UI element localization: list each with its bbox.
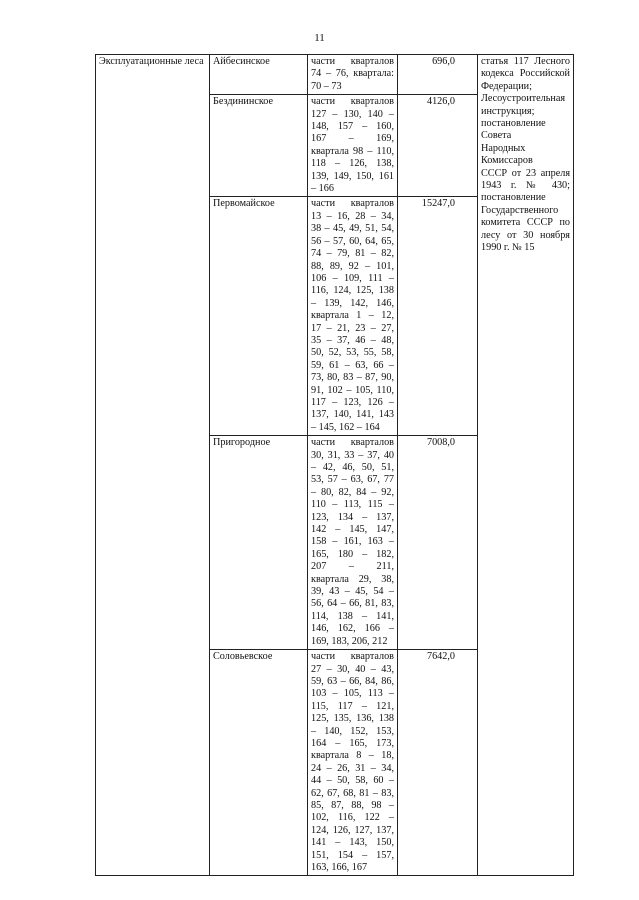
quarters-line: 165, 180 – 182, bbox=[311, 548, 394, 560]
quarters-cell bbox=[308, 55, 398, 95]
quarters-line: 35 – 37, 46 – 48, bbox=[311, 334, 394, 346]
quarters-cell bbox=[308, 197, 398, 436]
quarters-line: 39, 43 – 45, 54 – bbox=[311, 586, 394, 598]
quarters-line: 38 – 45, 49, 51, 54, bbox=[311, 223, 394, 235]
quarters-line: части кварталов bbox=[311, 56, 394, 67]
table-row bbox=[96, 55, 574, 95]
quarters-line: 117 – 123, 126 – bbox=[311, 396, 394, 408]
quarters-line: 56 – 57, 60, 64, 65, bbox=[311, 235, 394, 247]
quarters-line: 44 – 50, 58, 60 – bbox=[311, 775, 394, 787]
area-cell: 7642,0 bbox=[398, 650, 478, 876]
quarters-line: 74 – 79, 81 – 82, bbox=[311, 248, 394, 260]
quarters-line: 123, 134 – 137, bbox=[311, 511, 394, 523]
quarters-line: квартала 29, 38, bbox=[311, 573, 394, 585]
quarters-line: – 80, 82, 84 – 92, bbox=[311, 486, 394, 498]
forestry-name-cell: Соловьевское bbox=[210, 650, 308, 876]
quarters-line: 73, 80, 83 – 87, 90, bbox=[311, 372, 394, 384]
quarters-line: – 140, 152, 153, bbox=[311, 725, 394, 737]
legal-basis-cell bbox=[478, 55, 574, 876]
quarters-line: 27 – 30, 40 – 43, bbox=[311, 663, 394, 675]
legal-basis-line: 1943 г. № 430; bbox=[481, 180, 570, 192]
quarters-line: 59, 61 – 63, 66 – bbox=[311, 359, 394, 371]
area-cell: 4126,0 bbox=[398, 95, 478, 197]
legal-basis-line: Государственного bbox=[481, 204, 559, 216]
quarters-line: части кварталов bbox=[311, 437, 394, 449]
quarters-cell bbox=[308, 436, 398, 650]
quarters-line: 110 – 113, 115 – bbox=[311, 499, 394, 511]
quarters-line: квартала 1 – 12, bbox=[311, 310, 394, 322]
quarters-line: 169, 183, 206, 212 bbox=[311, 635, 388, 647]
quarters-line: 88, 89, 92 – 101, bbox=[311, 260, 394, 272]
quarters-line: 114, 138 – 141, bbox=[311, 610, 394, 622]
legal-basis-line: кодекса Российской bbox=[481, 68, 570, 80]
quarters-line: квартала 8 – 18, bbox=[311, 750, 394, 762]
quarters-cell bbox=[308, 95, 398, 197]
quarters-line: – 145, 162 – 164 bbox=[311, 421, 380, 433]
area-cell: 696,0 bbox=[398, 55, 478, 95]
quarters-line: 127 – 130, 140 – bbox=[311, 108, 394, 120]
quarters-line: – 139, 142, 146, bbox=[311, 297, 394, 309]
legal-basis-line: Лесоустроительная bbox=[481, 93, 566, 105]
quarters-line: 70 – 73 bbox=[311, 80, 342, 92]
quarters-line: 62, 67, 68, 81 – 83, bbox=[311, 787, 394, 799]
quarters-line: 118 – 126, 138, bbox=[311, 158, 394, 170]
quarters-line: части кварталов bbox=[311, 96, 394, 108]
quarters-line: 139, 149, 150, 161 bbox=[311, 170, 394, 182]
category-cell: Эксплуатационные леса bbox=[96, 55, 210, 876]
forestry-name-cell: Бездининское bbox=[210, 95, 308, 197]
quarters-line: 124, 126, 127, 137, bbox=[311, 824, 394, 836]
quarters-line: 85, 87, 88, 98 – bbox=[311, 799, 394, 811]
quarters-line: части кварталов bbox=[311, 651, 394, 663]
quarters-line: 13 – 16, 28 – 34, bbox=[311, 210, 394, 222]
quarters-cell bbox=[308, 650, 398, 876]
quarters-line: 137, 140, 141, 143 bbox=[311, 409, 394, 421]
quarters-line: 146, 162, 166 – bbox=[311, 623, 394, 635]
legal-basis-line: инструкция; bbox=[481, 105, 535, 117]
forestry-name-cell: Первомайское bbox=[210, 197, 308, 436]
quarters-line: – 42, 46, 50, 51, bbox=[311, 462, 394, 473]
quarters-line: 163, 166, 167 bbox=[311, 862, 368, 873]
quarters-line: 17 – 21, 23 – 27, bbox=[311, 322, 394, 334]
quarters-line: 30, 31, 33 – 37, 40 bbox=[311, 449, 394, 461]
quarters-line: 125, 135, 136, 138 bbox=[311, 713, 394, 725]
quarters-line: 106 – 109, 111 – bbox=[311, 272, 394, 284]
quarters-line: 164 – 165, 173, bbox=[311, 737, 394, 749]
quarters-line: 50, 52, 53, 55, 58, bbox=[311, 347, 394, 359]
quarters-line: 53, 57 – 63, 67, 77 bbox=[311, 474, 394, 486]
page-number: 11 bbox=[314, 32, 325, 44]
legal-basis-line: лесу от 30 ноября bbox=[481, 229, 570, 241]
quarters-line: квартала 98 – 110, bbox=[311, 145, 394, 157]
area-cell: 15247,0 bbox=[398, 197, 478, 436]
legal-basis-line: Народных Комиссаров bbox=[481, 142, 533, 167]
legal-basis-line: СССР от 23 апреля bbox=[481, 167, 570, 179]
legal-basis-line: комитета СССР по bbox=[481, 217, 570, 229]
legal-basis-line: Федерации; bbox=[481, 80, 532, 92]
quarters-line: 103 – 105, 113 – bbox=[311, 688, 394, 700]
quarters-line: 167 – 169, bbox=[311, 133, 394, 145]
quarters-line: 102, 116, 122 – bbox=[311, 812, 394, 824]
legal-basis-line: постановление Совета bbox=[481, 118, 546, 142]
quarters-line: 115, 117 – 121, bbox=[311, 700, 394, 712]
quarters-line: 74 – 76, квартала: bbox=[311, 68, 394, 80]
forestry-name-cell: Пригородное bbox=[210, 436, 308, 650]
legal-basis-line: статья 117 Лесного bbox=[481, 56, 570, 67]
forestry-name-cell: Айбесинское bbox=[210, 55, 308, 95]
legal-basis-line: 1990 г. № 15 bbox=[481, 242, 535, 254]
quarters-line: 158 – 161, 163 – bbox=[311, 536, 394, 548]
forest-table bbox=[95, 54, 574, 876]
quarters-line: 141 – 143, 150, bbox=[311, 837, 394, 849]
quarters-line: 56, 64 – 66, 81, 83, bbox=[311, 598, 394, 610]
quarters-line: 151, 154 – 157, bbox=[311, 849, 394, 861]
quarters-line: 207 – 211, bbox=[311, 561, 394, 573]
quarters-line: части кварталов bbox=[311, 198, 394, 210]
quarters-line: 91, 102 – 105, 110, bbox=[311, 384, 394, 396]
quarters-line: – 166 bbox=[311, 183, 334, 195]
quarters-line: 148, 157 – 160, bbox=[311, 121, 394, 133]
quarters-line: 116, 124, 125, 138 bbox=[311, 285, 394, 297]
quarters-line: 142 – 145, 147, bbox=[311, 524, 394, 536]
quarters-line: 24 – 26, 31 – 34, bbox=[311, 762, 394, 774]
legal-basis-line: постановление bbox=[481, 192, 546, 204]
quarters-line: 59, 63 – 66, 84, 86, bbox=[311, 675, 394, 687]
area-cell: 7008,0 bbox=[398, 436, 478, 650]
